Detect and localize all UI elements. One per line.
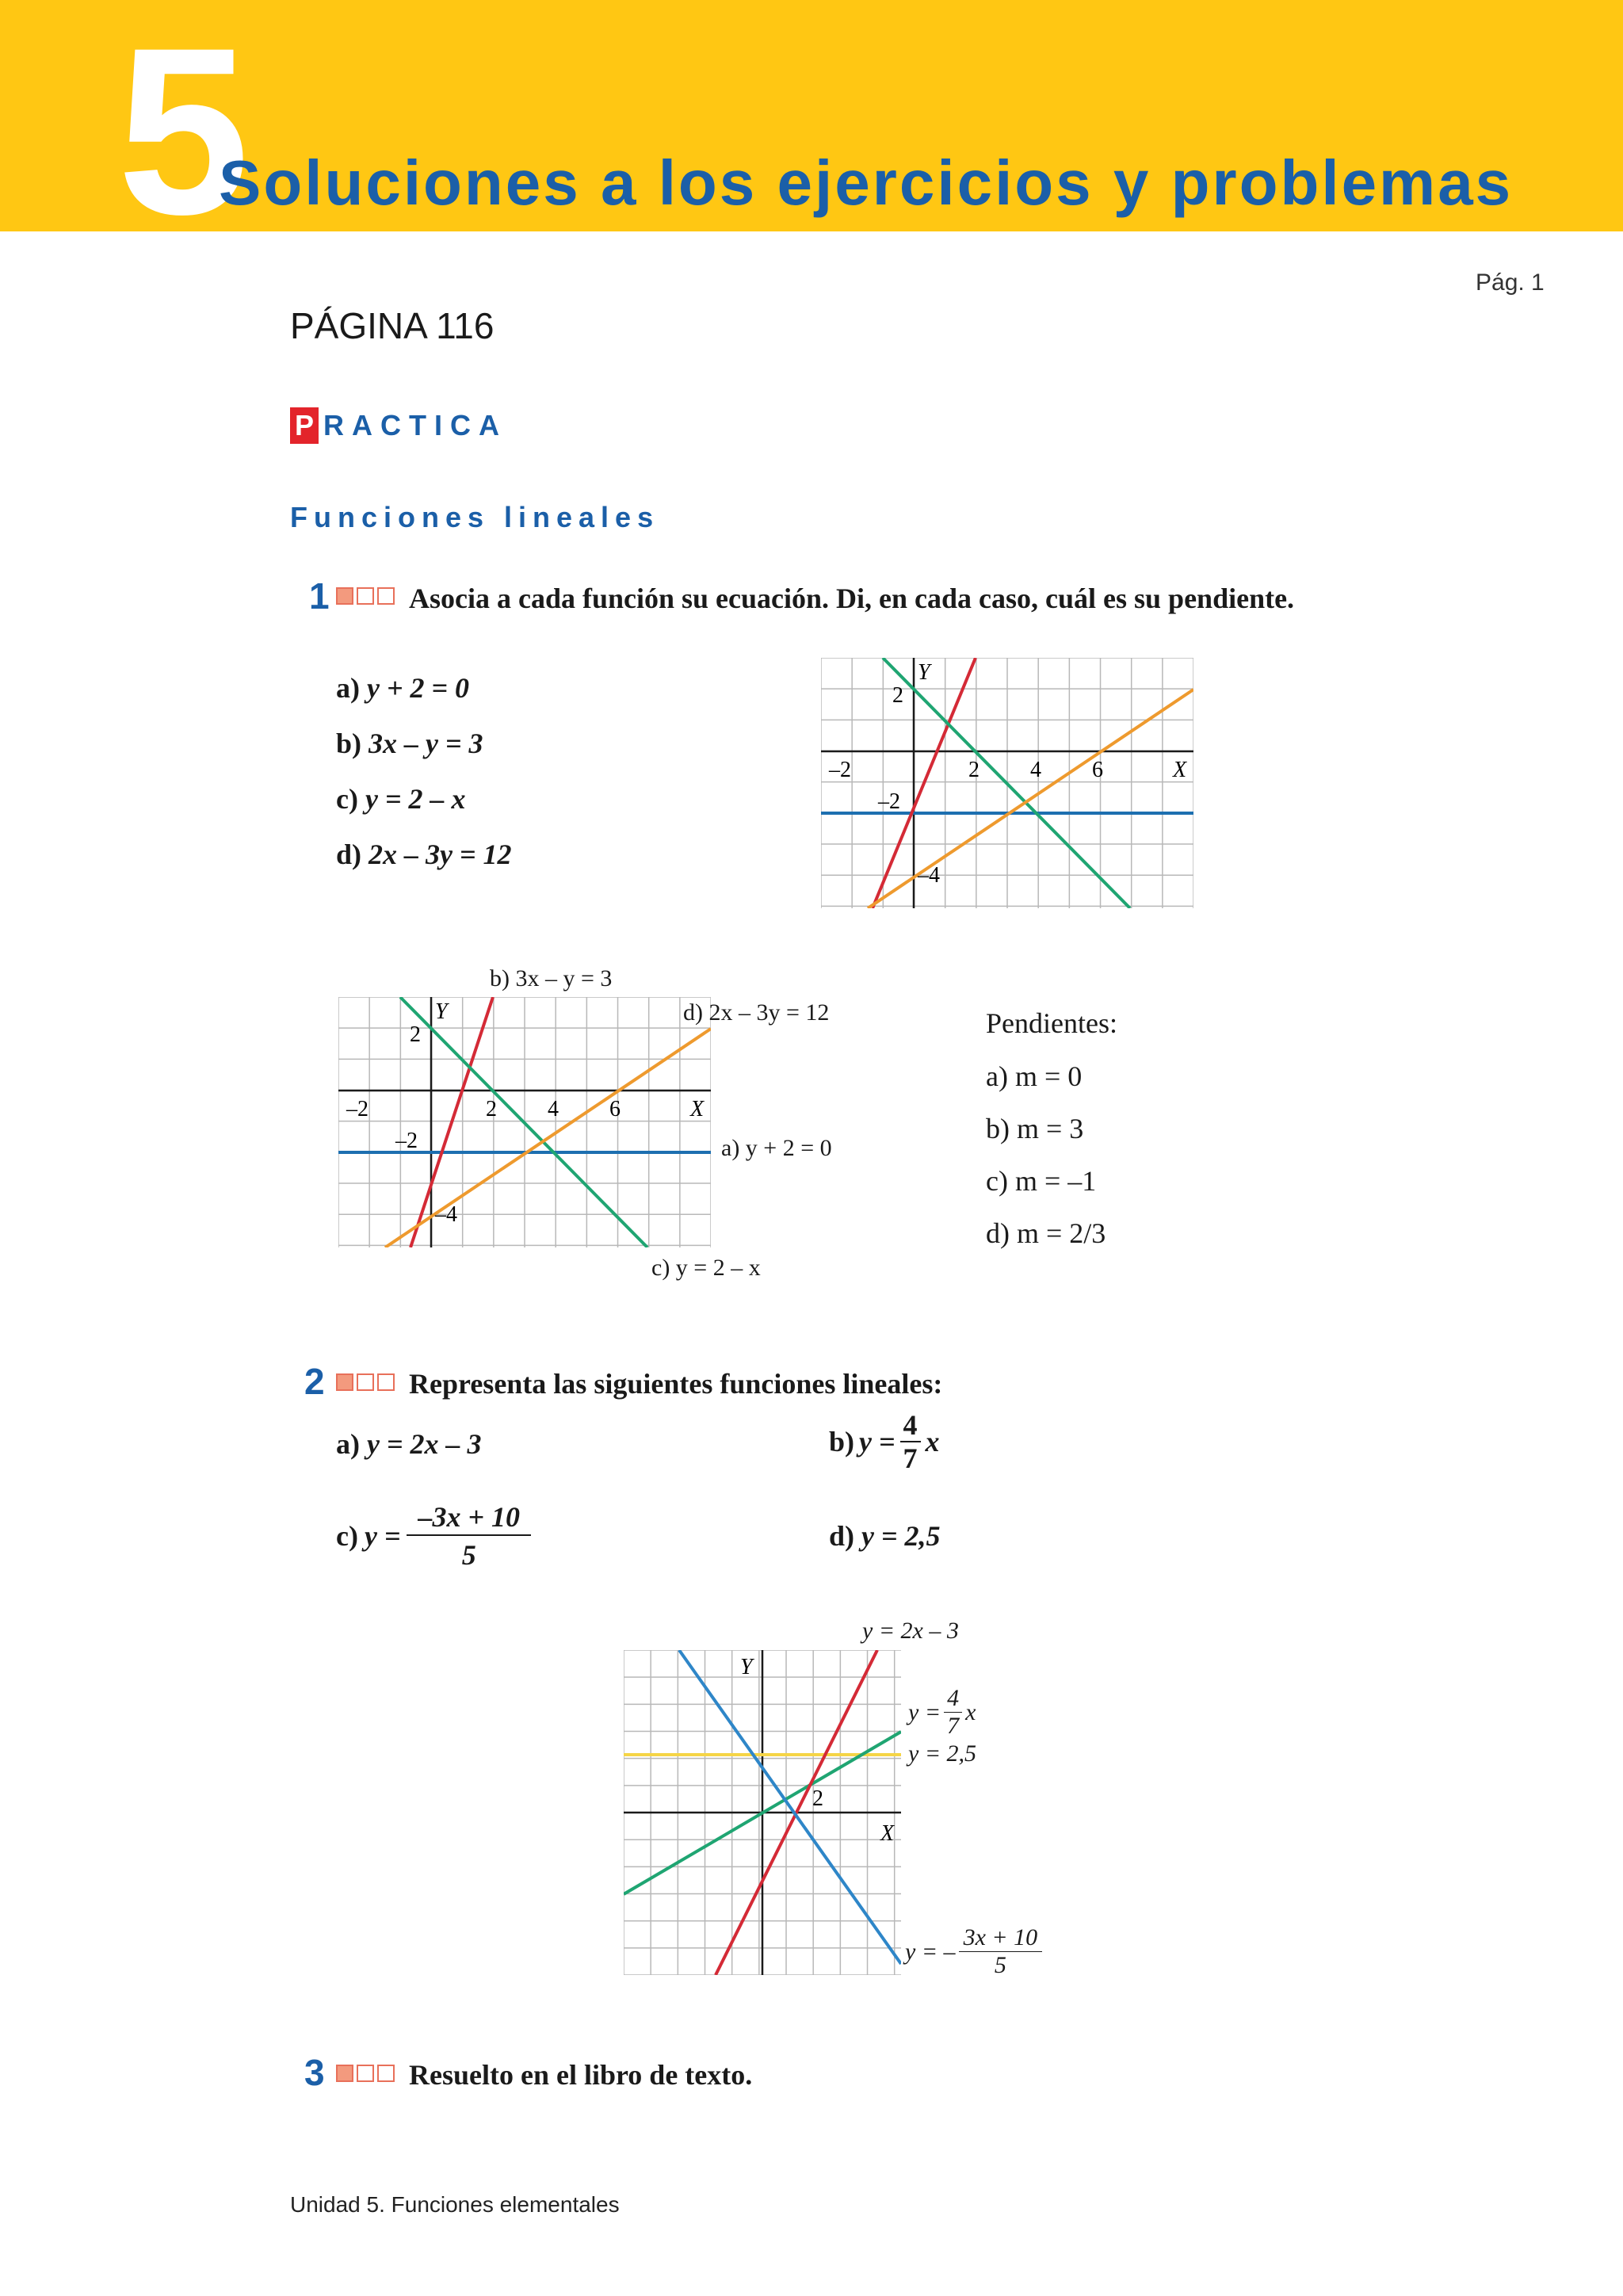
option-equation: y = 2,5 <box>861 1520 941 1552</box>
section-rest: RACTICA <box>323 409 507 441</box>
difficulty-boxes <box>336 2065 395 2084</box>
option-label: d) <box>829 1520 855 1552</box>
option-label: c) <box>336 783 358 815</box>
tick-label: 2 <box>410 1022 421 1047</box>
option-label: c) <box>336 1520 358 1552</box>
y-axis-label: Y <box>740 1655 753 1679</box>
ex1-graph-small <box>821 658 1193 908</box>
ex2-option-d <box>829 1519 941 1553</box>
fraction <box>944 1687 962 1738</box>
pendientes-title: Pendientes: <box>986 1007 1117 1039</box>
chapter-number: 5 <box>117 0 245 264</box>
section-first-letter: P <box>290 407 319 444</box>
ex1-option-c <box>336 781 465 816</box>
option-equation: 3x – y = 3 <box>369 728 483 759</box>
y-axis-label: Y <box>435 999 448 1024</box>
tick-label: 4 <box>548 1097 559 1121</box>
exercise-number-3: 3 <box>304 2052 325 2093</box>
ex2-graph <box>624 1650 901 1975</box>
tick-label: 6 <box>609 1097 621 1121</box>
fraction <box>959 1926 1043 1977</box>
difficulty-boxes <box>336 1373 395 1392</box>
difficulty-box <box>336 587 353 605</box>
ex2-option-c <box>336 1503 531 1569</box>
graph-label-a: a) y + 2 = 0 <box>721 1135 832 1161</box>
section-heading-practica <box>290 407 507 444</box>
option-label: a) <box>336 672 360 704</box>
option-label: b) <box>336 728 362 759</box>
fraction <box>407 1503 531 1569</box>
tick-label: –4 <box>435 1202 457 1227</box>
tick-label: 4 <box>1030 758 1041 782</box>
tick-label: 2 <box>892 683 903 708</box>
difficulty-box <box>336 2065 353 2082</box>
graph-label-neg3x-10-over-5 <box>905 1926 1042 1977</box>
option-label: b) <box>829 1426 855 1457</box>
option-equation: y + 2 = 0 <box>367 672 470 704</box>
graph-label-d: d) 2x – 3y = 12 <box>683 999 830 1026</box>
option-lhs: y = <box>859 1426 896 1457</box>
ex2-option-a <box>336 1427 482 1461</box>
label-lhs: y = <box>908 1698 941 1725</box>
difficulty-box <box>377 587 395 605</box>
option-equation: 2x – 3y = 12 <box>369 839 512 870</box>
difficulty-box <box>357 1373 374 1391</box>
tick-label: –2 <box>878 789 900 814</box>
fraction-denominator: 7 <box>947 1713 960 1739</box>
page-number-label: Pág. 1 <box>1476 269 1545 296</box>
x-axis-label: X <box>690 1097 705 1121</box>
difficulty-box <box>357 2065 374 2082</box>
difficulty-box <box>377 1373 395 1391</box>
page-heading: PÁGINA 116 <box>290 305 495 346</box>
fraction-denominator: 5 <box>994 1952 1006 1978</box>
exercise-number-1: 1 <box>309 575 330 617</box>
footer-unit-label: Unidad 5. Funciones elementales <box>290 2192 620 2217</box>
tick-label: –2 <box>395 1129 418 1153</box>
option-variable: x <box>925 1426 940 1457</box>
tick-label: –2 <box>829 758 851 782</box>
tick-label: –2 <box>346 1097 369 1121</box>
pendiente-c: c) m = –1 <box>986 1165 1097 1197</box>
tick-label: 2 <box>968 758 980 782</box>
option-label: a) <box>336 1428 360 1460</box>
fraction-numerator: 4 <box>900 1411 921 1442</box>
fraction <box>900 1411 921 1473</box>
ex1-option-b <box>336 726 483 761</box>
difficulty-boxes <box>336 587 395 606</box>
pendiente-d: d) m = 2/3 <box>986 1217 1106 1249</box>
fraction-denominator: 5 <box>461 1539 476 1571</box>
fraction-numerator: 4 <box>944 1687 962 1713</box>
label-lhs: y = – <box>905 1938 956 1965</box>
pendiente-a: a) m = 0 <box>986 1060 1083 1092</box>
option-equation: y = 2x – 3 <box>367 1428 482 1460</box>
x-axis-label: X <box>1173 758 1187 782</box>
difficulty-box <box>357 587 374 605</box>
chapter-title: Soluciones a los ejercicios y problemas <box>219 147 1514 218</box>
exercise-2-prompt: Representa las siguientes funciones lineales: <box>409 1368 943 1400</box>
subsection-heading: Funciones lineales <box>290 501 660 533</box>
tick-label: 2 <box>486 1097 497 1121</box>
exercise-3-text: Resuelto en el libro de texto. <box>409 2059 753 2091</box>
x-axis-label: X <box>880 1821 895 1846</box>
ex1-option-d <box>336 837 512 872</box>
exercise-1-prompt: Asocia a cada función su ecuación. Di, en cada caso, cuál es su pendiente. <box>409 583 1295 614</box>
graph-label-2-5: y = 2,5 <box>908 1740 977 1767</box>
tick-label: 2 <box>812 1786 823 1811</box>
ex1-option-a <box>336 670 469 705</box>
difficulty-box <box>377 2065 395 2082</box>
graph-label-c: c) y = 2 – x <box>651 1255 761 1281</box>
ex2-option-b <box>829 1411 940 1473</box>
difficulty-box <box>336 1373 353 1391</box>
option-lhs: y = <box>364 1520 401 1552</box>
graph-label-2x-3: y = 2x – 3 <box>862 1618 959 1644</box>
graph-label-4-7x <box>908 1687 976 1738</box>
tick-label: 6 <box>1092 758 1103 782</box>
exercise-number-2: 2 <box>304 1361 325 1402</box>
option-equation: y = 2 – x <box>365 783 466 815</box>
tick-label: –4 <box>918 863 940 888</box>
fraction-numerator: 3x + 10 <box>959 1926 1043 1952</box>
fraction-denominator: 7 <box>903 1442 918 1474</box>
graph-label-b: b) 3x – y = 3 <box>490 965 613 991</box>
pendiente-b: b) m = 3 <box>986 1113 1084 1144</box>
label-variable: x <box>965 1698 976 1725</box>
y-axis-label: Y <box>918 660 930 685</box>
ex1-graph-annotated <box>338 997 711 1247</box>
fraction-numerator: –3x + 10 <box>407 1503 531 1536</box>
option-label: d) <box>336 839 362 870</box>
